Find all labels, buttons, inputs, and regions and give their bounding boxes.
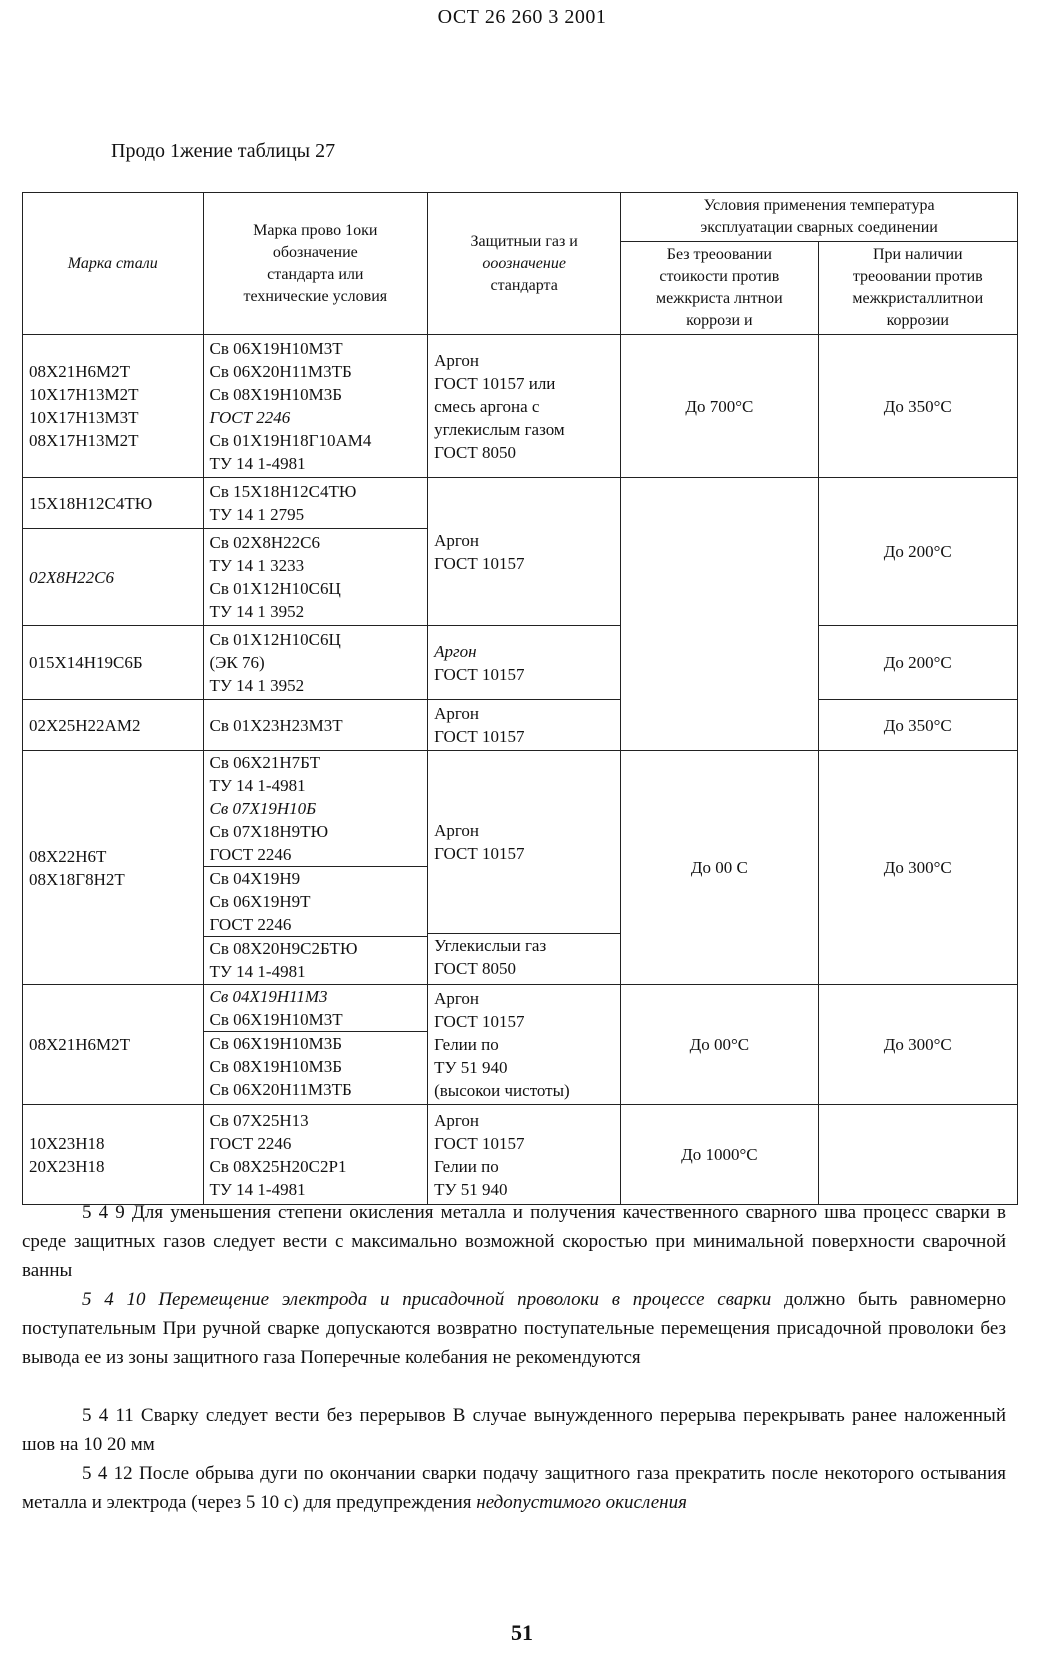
temp-cell: До 200°С [818, 626, 1017, 700]
temp-cell-empty [621, 478, 818, 751]
steel-cell: 15Х18Н12С4ТЮ [23, 478, 204, 529]
header-shield-gas: Защитныи газ и ооозначение стандарта [428, 193, 621, 335]
temp-cell: До 00°С [621, 985, 818, 1105]
table-row [23, 626, 1018, 700]
header-wire-grade: Марка прово 1оки обозначение стандарта или технические условия [203, 193, 428, 335]
wire-cell: Св 04Х19Н11М3 Св 06Х19Н10М3Т Св 06Х19Н10М3Б Св 08Х19Н10М3Б Св 06Х20Н11М3ТБ [203, 985, 428, 1105]
page-number: 51 [511, 1620, 533, 1645]
header-conditions: Условия применения температура эксплуатации сварных соединении [621, 193, 1018, 242]
header-steel-grade: Марка стали [23, 193, 204, 335]
steel-cell: 08Х21Н6М2Т [23, 985, 204, 1105]
gas-cell: Аргон ГОСТ 10157 Углекислыи газ ГОСТ 8050 [428, 751, 621, 985]
temp-cell [818, 1105, 1017, 1205]
welding-table [22, 192, 1018, 1205]
steel-cell: 02Х25Н22АМ2 [23, 700, 204, 751]
gas-cell: Аргон ГОСТ 10157 Гелии по ТУ 51 940 (высокои чистоты) [428, 985, 621, 1105]
temp-cell: До 200°С [818, 478, 1017, 626]
table-row [23, 335, 1018, 478]
wire-cell: Св 07Х25Н13 ГОСТ 2246 Св 08Х25Н20С2Р1 ТУ 14 1-4981 [203, 1105, 428, 1205]
gas-cell: Аргон ГОСТ 10157 или смесь аргона с углекислым газом ГОСТ 8050 [428, 335, 621, 478]
steel-cell: 015Х14Н19С6Б [23, 626, 204, 700]
steel-cell: 10Х23Н18 20Х23Н18 [23, 1105, 204, 1205]
paragraph-5-4-10-text: должно быть равномерно поступательным При ручной сварке допускаются возвратно поступательные перемещения присадочной проволоки без вывода ее из зоны защитного газа Поперечные колебания не рекомендуются [22, 1289, 1006, 1368]
steel-cell: 08Х22Н6Т 08Х18Г8Н2Т [23, 751, 204, 985]
header-no-corrosion-req: Без треоовании стоикости против межкриста лнтнои коррози и [621, 242, 818, 335]
paragraph-5-4-12-italic: недопустимого окисления [476, 1492, 687, 1513]
wire-cell: Св 01Х12Н10С6Ц (ЭК 76) ТУ 14 1 3952 [203, 626, 428, 700]
paragraph-5-4-11: 5 4 11 Сварку следует вести без перерывов В случае вынужденного перерыва перекрывать ранее наложенный шов на 10 20 мм [22, 1405, 1006, 1455]
temp-cell: До 300°С [818, 985, 1017, 1105]
paragraph-5-4-10-italic: 5 4 10 Перемещение электрода и присадочной проволоки в процессе сварки [82, 1289, 772, 1310]
gas-cell: Аргон ГОСТ 10157 [428, 626, 621, 700]
temp-cell: До 700°С [621, 335, 818, 478]
table-row [23, 985, 1018, 1105]
paragraph-5-4-9: 5 4 9 Для уменьшения степени окисления металла и получения качественного сварного шва процесс сварки в среде защитных газов следует вести с максимально возможной скоростью при минимальной поверхности сварочной ванны [22, 1202, 1006, 1281]
temp-cell: До 350°С [818, 335, 1017, 478]
gas-cell: Аргон ГОСТ 10157 [428, 478, 621, 626]
paragraph-5-4-10 [22, 1285, 1006, 1372]
table-row [23, 700, 1018, 751]
document-header: ОСТ 26 260 3 2001 [437, 6, 607, 28]
steel-cell: 08Х21Н6М2Т 10Х17Н13М2Т 10Х17Н13М3Т 08Х17Н13М2Т [23, 335, 204, 478]
header-corrosion-req: При наличии треоовании против межкристаллитнои коррозии [818, 242, 1017, 335]
paragraph-5-4-12 [22, 1459, 1006, 1517]
gas-cell: Аргон ГОСТ 10157 Гелии по ТУ 51 940 [428, 1105, 621, 1205]
temp-cell: До 1000°С [621, 1105, 818, 1205]
temp-cell: До 350°С [818, 700, 1017, 751]
wire-cell: Св 06Х19Н10М3Т Св 06Х20Н11М3ТБ Св 08Х19Н10М3Б ГОСТ 2246 Св 01Х19Н18Г10АМ4 ТУ 14 1-4981 [203, 335, 428, 478]
steel-cell: 02Х8Н22С6 [23, 529, 204, 626]
wire-cell: Св 06Х21Н7БТ ТУ 14 1-4981 Св 07Х19Н10Б Св 07Х18Н9ТЮ ГОСТ 2246 Св 04Х19Н9 Св 06Х19Н9Т ГОСТ 2246 Св 08Х20Н9С2БТЮ ТУ 14 1-4981 [203, 751, 428, 985]
table-row [23, 1105, 1018, 1205]
wire-cell: Св 02Х8Н22С6 ТУ 14 1 3233 Св 01Х12Н10С6Ц ТУ 14 1 3952 [203, 529, 428, 626]
table-row [23, 478, 1018, 529]
paragraph-5-4-12-text: 5 4 12 После обрыва дуги по окончании сварки подачу защитного газа прекратить после некоторого остывания металла и электрода (через 5 10 с) для предупреждения [22, 1463, 1006, 1513]
table-row [23, 751, 1018, 985]
table-caption: Продо 1жение таблицы 27 [111, 140, 336, 162]
wire-cell: Св 15Х18Н12С4ТЮ ТУ 14 1 2795 [203, 478, 428, 529]
temp-cell: До 300°С [818, 751, 1017, 985]
temp-cell: До 00 С [621, 751, 818, 985]
wire-cell: Св 01Х23Н23М3Т [203, 700, 428, 751]
gas-cell: Аргон ГОСТ 10157 [428, 700, 621, 751]
